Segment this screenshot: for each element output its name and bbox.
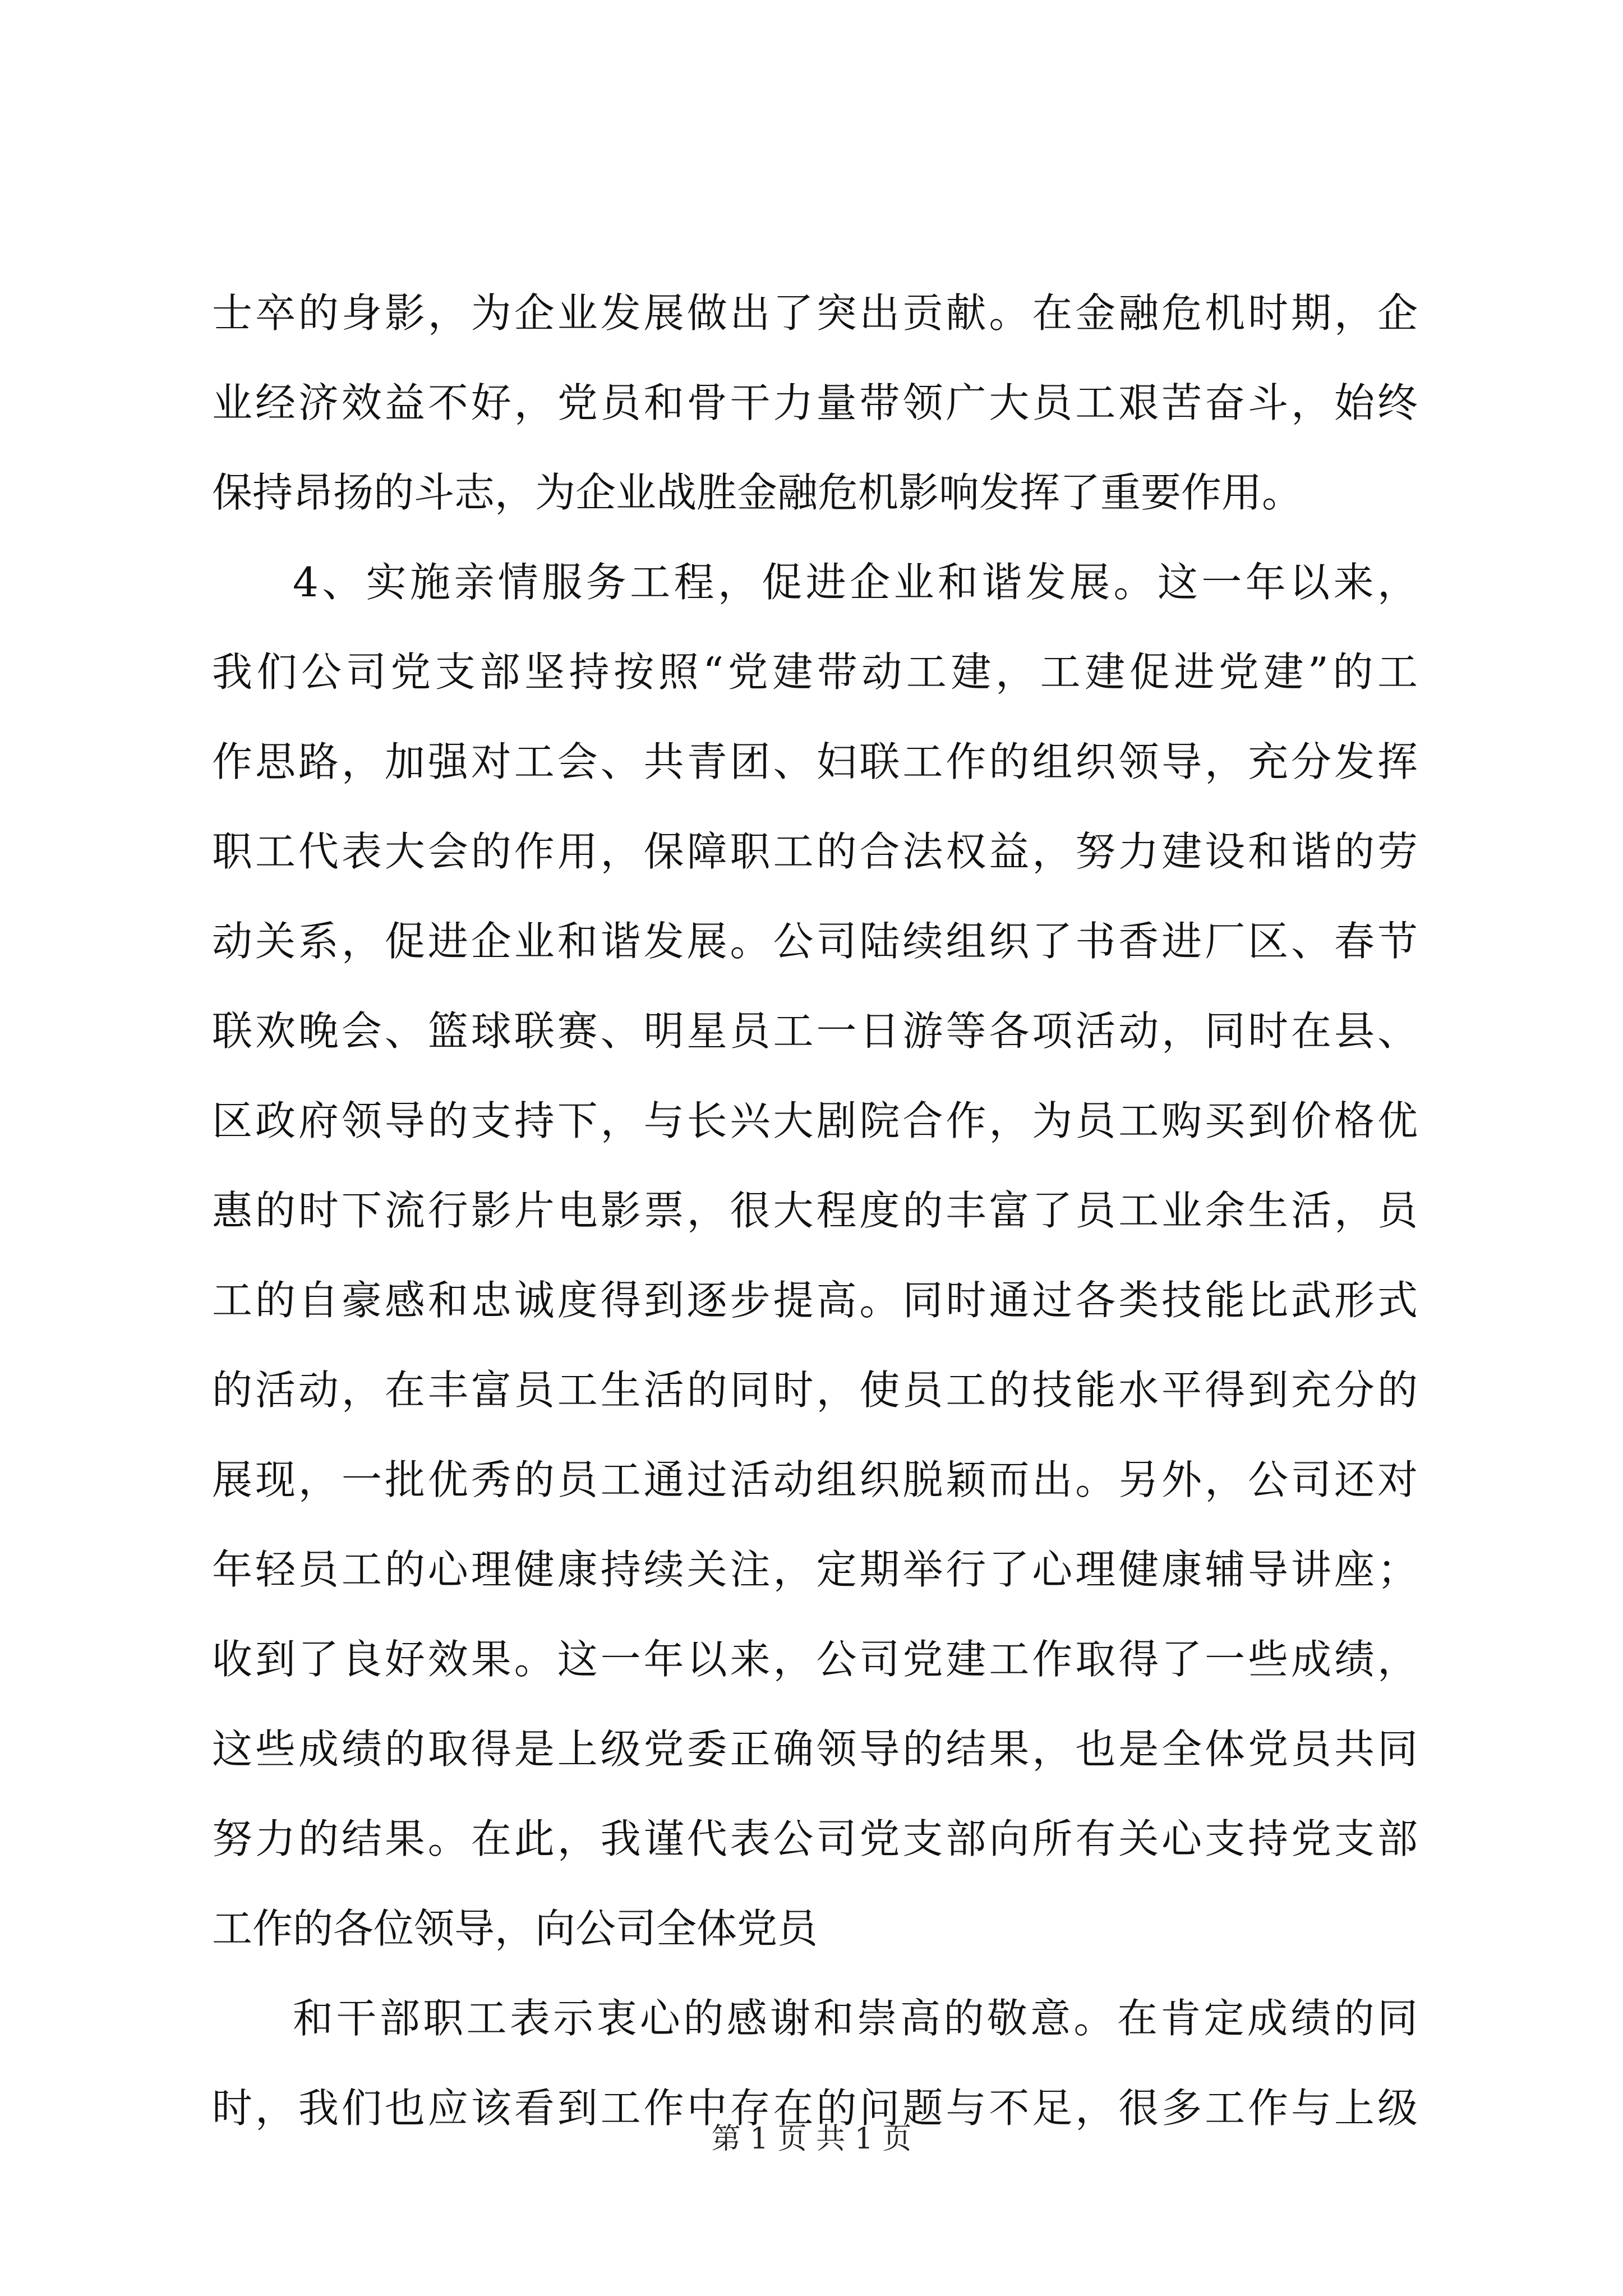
- text-line: 作思路，加强对工会、共青团、妇联工作的组织领导，充分发挥: [212, 738, 1418, 785]
- text-line: 我们公司党支部坚持按照“党建带动工建，工建促进党建”的工: [212, 648, 1418, 696]
- page-footer: 第 1 页 共 1 页: [711, 2122, 912, 2156]
- text-line: 业经济效益不好，党员和骨干力量带领广大员工艰苦奋斗，始终: [212, 379, 1418, 426]
- text-line: 年轻员工的心理健康持续关注，定期举行了心理健康辅导讲座；: [212, 1546, 1418, 1593]
- text-line: 惠的时下流行影片电影票，很大程度的丰富了员工业余生活，员: [212, 1187, 1418, 1234]
- text-line: 职工代表大会的作用，保障职工的合法权益，努力建设和谐的劳: [212, 828, 1418, 875]
- text-line: 的活动，在丰富员工生活的同时，使员工的技能水平得到充分的: [212, 1366, 1418, 1414]
- text-line: 工的自豪感和忠诚度得到逐步提高。同时通过各类技能比武形式: [212, 1277, 1418, 1324]
- text-line: 努力的结果。在此，我谨代表公司党支部向所有关心支持党支部: [212, 1815, 1418, 1862]
- text-line: 区政府领导的支持下，与长兴大剧院合作，为员工购买到价格优: [212, 1097, 1418, 1144]
- text-line: 这些成绩的取得是上级党委正确领导的结果，也是全体党员共同: [212, 1726, 1418, 1773]
- text-line: 展现，一批优秀的员工通过活动组织脱颖而出。另外，公司还对: [212, 1456, 1418, 1503]
- text-line: 保持昂扬的斗志，为企业战胜金融危机影响发挥了重要作用。: [212, 469, 1303, 516]
- paragraph-start-line: 和干部职工表示衷心的感谢和崇高的敬意。在肯定成绩的同: [293, 1995, 1418, 2042]
- document-body: [212, 268, 1418, 2153]
- text-line: 收到了良好效果。这一年以来，公司党建工作取得了一些成绩，: [212, 1636, 1418, 1683]
- text-line: 士卒的身影，为企业发展做出了突出贡献。在金融危机时期，企: [212, 289, 1418, 337]
- text-line: 工作的各位领导，向公司全体党员: [212, 1905, 818, 1952]
- text-line: 时，我们也应该看到工作中存在的问题与不足，很多工作与上级: [212, 2085, 1418, 2132]
- paragraph-start-line: 4、实施亲情服务工程，促进企业和谐发展。这一年以来，: [293, 559, 1418, 606]
- text-line: 联欢晚会、篮球联赛、明星员工一日游等各项活动，同时在县、: [212, 1007, 1418, 1055]
- text-line: 动关系，促进企业和谐发展。公司陆续组织了书香进厂区、春节: [212, 918, 1418, 965]
